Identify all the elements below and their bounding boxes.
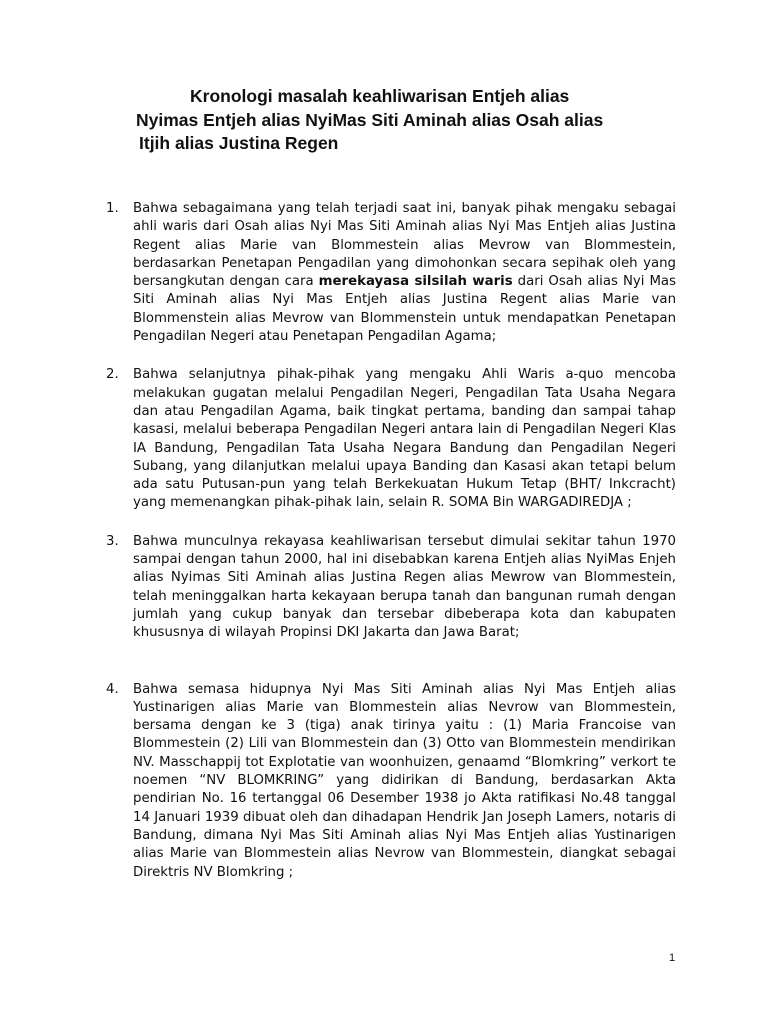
document-title-line-3: Itjih alias Justina Regen	[139, 133, 339, 153]
list-item-number: 1.	[106, 201, 119, 216]
list-item-text: Bahwa semasa hidupnya Nyi Mas Siti Aminah alias Nyi Mas Entjeh alias Yustinarigen alias Marie van Blommestein alias Nevrow van Blommestein, bersama dengan ke 3 (tiga) anak tirinya yaitu : (1) Maria Francoise van Blommestein (2) Lili van Blommestein dan (3) Otto van Blommestein mendirikan NV. Masschappij tot Explotatie van woonhuizen, genaamd “Blomkring” verkort te noemen “NV BLOMKRING” yang didirikan di Bandung, berdasarkan Akta pendirian No. 16 tertanggal 06 Desember 1938 jo Akta ratifikasi No.48 tanggal 14 Januari 1939 dibuat oleh dan dihadapan Hendrik Jan Joseph Lamers, notaris di Bandung, dimana Nyi Mas Siti Aminah alias Nyi Mas Entjeh alias Yustinarigen alias Marie van Blommestein alias Nevrow van Blommestein, diangkat sebagai Direktris NV Blomkring ;	[133, 681, 676, 880]
list-item-number: 4.	[106, 681, 119, 697]
numbered-list	[106, 200, 676, 882]
page-number: 1	[669, 952, 676, 964]
document-title-line-2: Nyimas Entjeh alias NyiMas Siti Aminah alias Osah alias	[136, 110, 604, 130]
emphasized-text: merekayasa silsilah waris	[318, 274, 513, 290]
list-item-text: Bahwa selanjutnya pihak-pihak yang mengaku Ahli Waris a-quo mencoba melakukan gugatan melalui Pengadilan Negeri, Pengadilan Tata Usaha Negara dan atau Pengadilan Agama, baik tingkat pertama, banding dan sampai tahap kasasi, melalui beberapa Pengadilan Negeri antara lain di Pengadilan Negeri Klas IA Bandung, Pengadilan Tata Usaha Negara Bandung dan Pengadilan Negeri Subang, yang dilanjutkan melalui upaya Banding dan Kasasi akan tetapi belum ada satu Putusan-pun yang telah Berkekuatan Hukum Tetap (BHT/ Inkcracht) yang memenangkan pihak-pihak lain, selain R. SOMA Bin WARGADIREDJA ;	[133, 367, 676, 511]
document-title-line-1: Kronologi masalah keahliwarisan Entjeh alias	[190, 86, 570, 106]
list-item-4	[106, 681, 676, 882]
list-item-2	[106, 366, 676, 512]
list-item-number: 3.	[106, 533, 119, 549]
list-item-number: 2.	[106, 367, 119, 383]
list-item-text: Bahwa munculnya rekayasa keahliwarisan tersebut dimulai sekitar tahun 1970 sampai dengan tahun 2000, hal ini disebabkan karena Entjeh alias NyiMas Enjeh alias Nyimas Siti Aminah alias Justina Regen alias Mewrow van Blommestein, telah meninggalkan harta kekayaan berupa tanah dan bangunan rumah dengan jumlah yang cukup banyak dan tersebar dibeberapa kota dan kabupaten khususnya di wilayah Propinsi DKI Jakarta dan Jawa Barat;	[133, 533, 676, 641]
list-item-text	[133, 200, 676, 346]
list-item-1	[106, 200, 676, 346]
paragraph-text-part-2: dari Osah alias Nyi Mas Siti Aminah alias Nyi Mas Entjeh alias Justina Regent alias Marie van Blommenstein alias Mevrow van Blommenstein untuk mendapatkan Penetapan Pengadilan Negeri atau Penetapan Pengadilan Agama;	[133, 274, 677, 345]
list-item-3	[106, 533, 676, 643]
paragraph-text-part-1: Bahwa sebagaimana yang telah terjadi saat ini, banyak pihak mengaku sebagai ahli waris dari Osah alias Nyi Mas Siti Aminah alias Nyi Mas Entjeh alias Justina Regent alias Marie van Blommestein alias Mevrow van Blommestein, berdasarkan Penetapan Pengadilan yang dimohonkan secara sepihak oleh yang bersangkutan dengan cara	[133, 201, 676, 290]
